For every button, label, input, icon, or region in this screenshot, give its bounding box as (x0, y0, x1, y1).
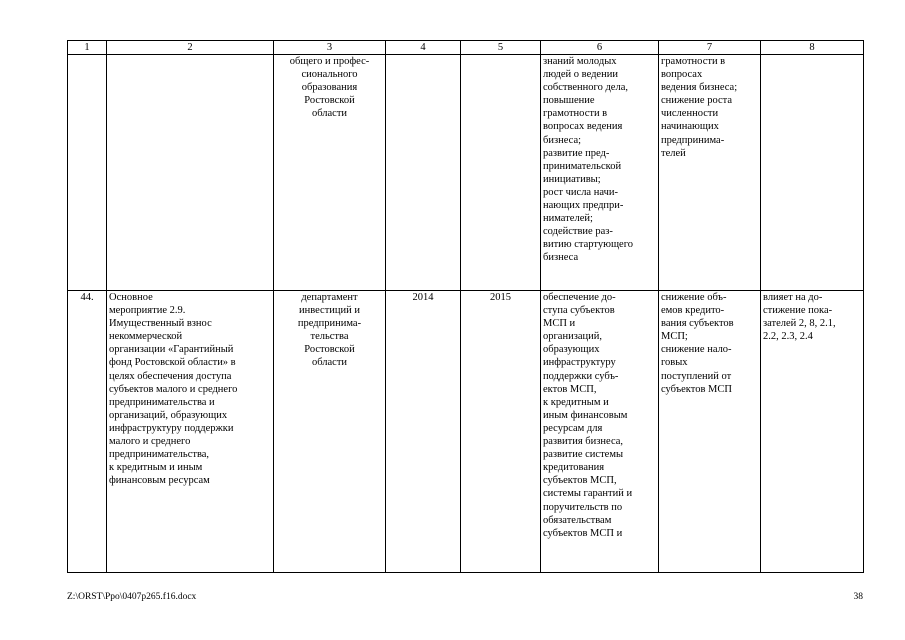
responsible-cell: департамент инвестиций и предпринима- тельства Ростовской области (274, 291, 386, 573)
header-cell-4: 4 (386, 41, 461, 55)
header-cell-5: 5 (461, 41, 541, 55)
header-cell-1: 1 (68, 41, 107, 55)
row-number-cell (68, 55, 107, 291)
start-year-cell (386, 55, 461, 291)
consequences-cell: снижение объ- емов кредито- вания субъектов МСП; снижение нало- говых поступлений от субъектов МСП (659, 291, 761, 573)
expected-result-cell: знаний молодых людей о ведении собственного дела, повышение грамотности в вопросах ведения бизнеса; развитие пред- принимательской инициативы; рост числа начи- нающих предпри- нимателей; содействие раз- витию стартующего бизнеса (541, 55, 659, 291)
header-row (68, 41, 864, 55)
header-cell-6: 6 (541, 41, 659, 55)
table-row-44 (68, 291, 864, 573)
indicator-link-cell (761, 55, 864, 291)
indicator-link-cell: влияет на до- стижение пока- зателей 2, 8, 2.1, 2.2, 2.3, 2.4 (761, 291, 864, 573)
header-cell-2: 2 (107, 41, 274, 55)
consequences-cell: грамотности в вопросах ведения бизнеса; снижение роста численности начинающих предпринима- телей (659, 55, 761, 291)
responsible-cell: общего и профес- сионального образования Ростовской области (274, 55, 386, 291)
activity-name-cell (107, 55, 274, 291)
header-cell-3: 3 (274, 41, 386, 55)
end-year-cell (461, 55, 541, 291)
footer-file-path: Z:\ORST\Ppo\0407p265.f16.docx (67, 592, 197, 602)
program-table (67, 40, 864, 573)
end-year-cell: 2015 (461, 291, 541, 573)
page-number: 38 (853, 592, 863, 602)
header-cell-8: 8 (761, 41, 864, 55)
table-row-continued (68, 55, 864, 291)
start-year-cell: 2014 (386, 291, 461, 573)
row-number-cell: 44. (68, 291, 107, 573)
header-cell-7: 7 (659, 41, 761, 55)
expected-result-cell: обеспечение до- ступа субъектов МСП и организаций, образующих инфраструктуру поддержки субъ- ектов МСП, к кредитным и иным финансовым ресурсам для развития бизнеса, развитие системы кредитования субъектов МСП, системы гарантий и поручительств по обязательствам субъектов МСП и (541, 291, 659, 573)
activity-name-cell: Основное мероприятие 2.9. Имущественный взнос некоммерческой организации «Гарантийный фонд Ростовской области» в целях обеспечения доступа субъектов малого и среднего предпринимательства и организаций, образующих инфраструктуру поддержки малого и среднего предпринимательства, к кредитным и иным финансовым ресурсам (107, 291, 274, 573)
